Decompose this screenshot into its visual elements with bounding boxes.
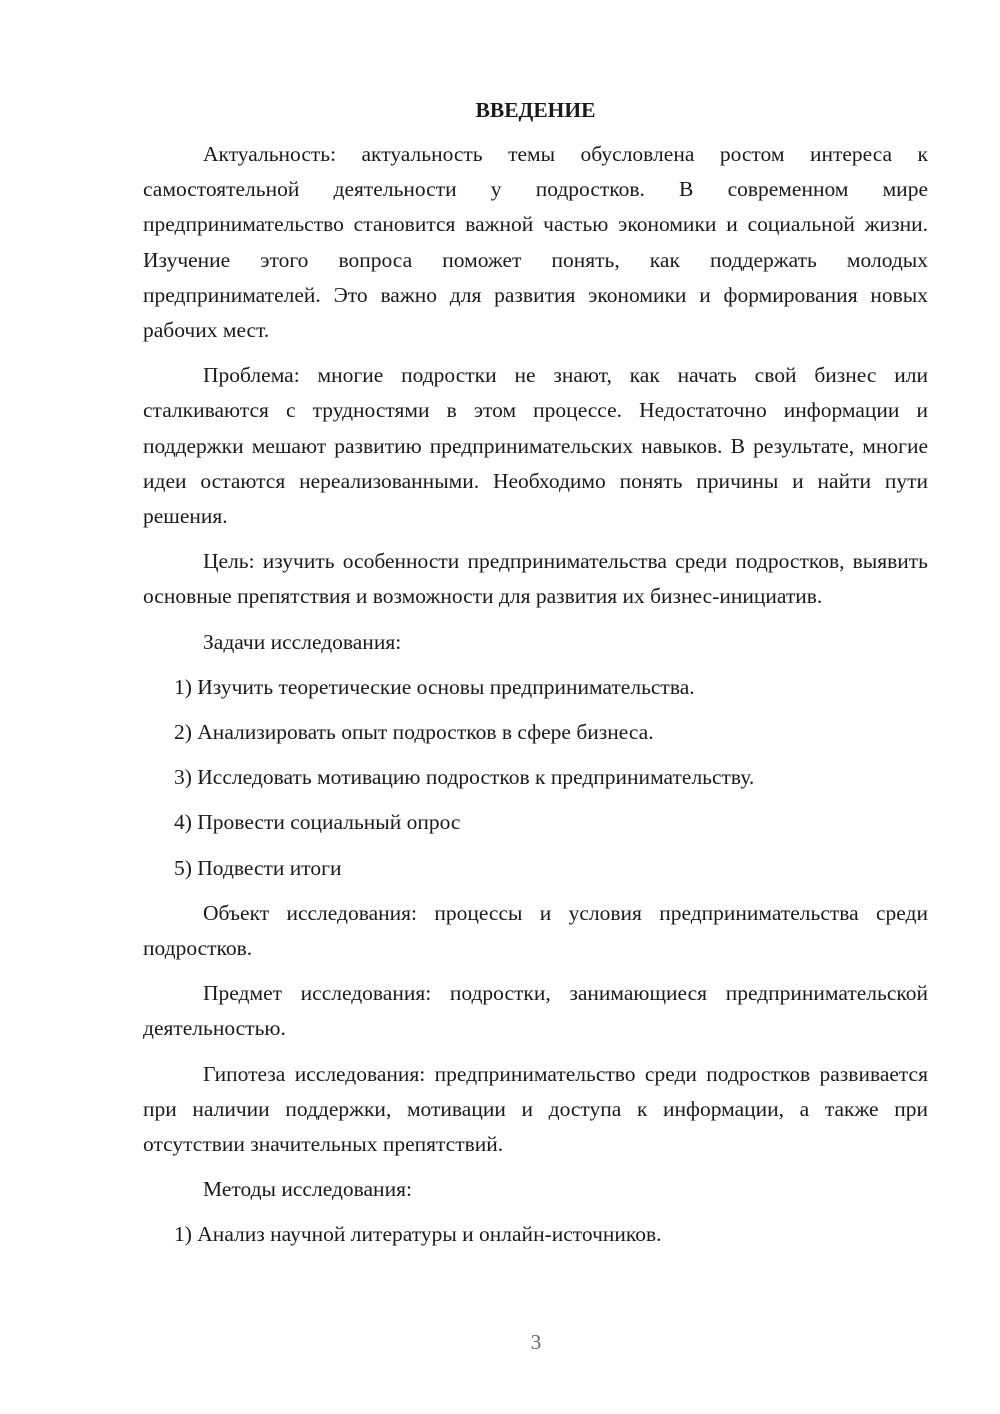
problem-paragraph: Проблема: многие подростки не знают, как начать свой бизнес или сталкиваются с трудностями в этом процессе. Недостаточно информации и поддержки мешают развитию предпринимательских навыков. В результате, многие идеи остаются нереализованными. Необходимо понять причины и найти пути решения. bbox=[143, 363, 928, 529]
hypothesis-paragraph: Гипотеза исследования: предпринимательство среди подростков развивается при наличии поддержки, мотивации и доступа к информации, а также при отсутствии значительных препятствий. bbox=[143, 1061, 928, 1157]
subject-paragraph: Предмет исследования: подростки, занимающиеся предпринимательской деятельностью. bbox=[143, 981, 928, 1041]
relevance-paragraph: Актуальность: актуальность темы обусловлена ростом интереса к самостоятельной деятельности у подростков. В современном мире предпринимательство становится важной частью экономики и социальной жизни. Изучение этого вопроса поможет понять, как поддержать молодых предпринимателей. Это важно для развития экономики и формирования новых рабочих мест. bbox=[143, 142, 928, 343]
goal-paragraph: Цель: изучить особенности предпринимательства среди подростков, выявить основные препятствия и возможности для развития их бизнес-инициатив. bbox=[143, 549, 928, 609]
section-title: ВВЕДЕНИЕ bbox=[475, 98, 596, 122]
task-item: 2) Анализировать опыт подростков в сфере бизнеса. bbox=[174, 720, 654, 745]
methods-heading: Методы исследования: bbox=[203, 1177, 412, 1202]
tasks-list bbox=[143, 670, 928, 886]
task-item: 4) Провести социальный опрос bbox=[174, 810, 461, 835]
tasks-heading: Задачи исследования: bbox=[203, 629, 402, 654]
document-page bbox=[143, 90, 928, 1263]
task-item: 3) Исследовать мотивацию подростков к предпринимательству. bbox=[174, 765, 755, 790]
task-item: 5) Подвести итоги bbox=[174, 855, 342, 880]
method-item: 1) Анализ научной литературы и онлайн-источников. bbox=[174, 1222, 662, 1247]
page-number: 3 bbox=[530, 1330, 542, 1354]
task-item: 1) Изучить теоретические основы предпринимательства. bbox=[174, 674, 695, 699]
methods-list bbox=[143, 1217, 928, 1252]
object-paragraph: Объект исследования: процессы и условия предпринимательства среди подростков. bbox=[143, 900, 928, 961]
